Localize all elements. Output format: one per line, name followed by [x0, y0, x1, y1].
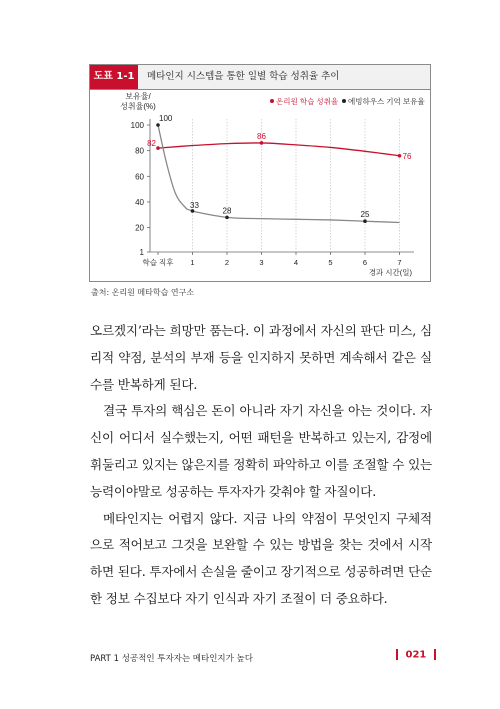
series-2-data-label: 100 — [159, 114, 173, 123]
series-1-data-label: 82 — [147, 139, 156, 149]
page-bar-left — [396, 649, 398, 660]
line-chart — [90, 89, 430, 281]
series-2-data-label: 25 — [360, 210, 370, 220]
series-2-data-label: 33 — [190, 200, 199, 210]
x-tick-label: 2 — [224, 258, 230, 267]
figure-box — [89, 64, 431, 282]
y-tick-label: 100 — [130, 121, 144, 130]
figure-title: 메타인지 시스템을 통한 일별 학습 성취율 추이 — [147, 71, 340, 82]
x-axis-label: 경과 시간(일) — [368, 268, 412, 277]
page-bar-right — [434, 649, 436, 660]
paragraph-3: 메타인지는 어렵지 않다. 지금 나의 약점이 무엇인지 구체적으로 적어보고 그것을 보완할 수 있는 방법을 찾는 것에서 시작하면 된다. 투자에서 손실을 줄이고 장기적으로 성공하려면 단순한 정보 수집보다 자기 인식과 자기 조절이 더 중요하다. — [90, 510, 432, 606]
series-1-data-label: 76 — [402, 151, 412, 161]
y-axis-label-line-2: 성취율(%) — [120, 102, 156, 111]
page-number-block — [388, 649, 444, 661]
figure-source: 출처: 온리원 메타학습 연구소 — [91, 288, 195, 297]
y-tick-label: 1 — [139, 248, 144, 257]
series-2-data-label: 28 — [222, 206, 232, 216]
series-2-point — [363, 219, 367, 223]
paragraph-2: 결국 투자의 핵심은 돈이 아니라 자기 자신을 아는 것이다. 자신이 어디서 실수했는지, 어떤 패턴을 반복하고 있는지, 감정에 휘둘리고 있지는 않은지를 정확히 파악하고 이를 조절할 수 있는 능력이야말로 성공하는 투자자가 갖춰야 할 자질이다. — [90, 403, 432, 499]
x-tick-label: 5 — [328, 258, 333, 267]
body-text — [90, 318, 432, 613]
legend-marker-2 — [342, 99, 346, 103]
page-number: 021 — [405, 649, 427, 661]
paragraph-1: 오르겠지’라는 희망만 품는다. 이 과정에서 자신의 판단 미스, 심리적 약점, 분석의 부재 등을 인지하지 못하면 계속해서 같은 실수를 반복하게 된다. — [90, 323, 432, 392]
series-2-point — [225, 216, 229, 220]
series-2-point — [156, 123, 160, 127]
x-tick-label: 학습 직후 — [142, 258, 174, 267]
footer-chapter: PART 1 성공적인 투자자는 메타인지가 높다 — [90, 654, 253, 664]
x-tick-label: 1 — [190, 258, 195, 267]
series-line-1 — [158, 143, 400, 156]
y-tick-label: 20 — [135, 223, 144, 233]
series-1-data-label: 86 — [257, 131, 266, 141]
series-1-point — [398, 154, 402, 158]
x-tick-label: 4 — [293, 258, 299, 267]
y-axis-label-line-1: 보유율/ — [125, 92, 151, 101]
y-tick-label: 40 — [135, 197, 144, 207]
legend-label-1: 온리원 학습 성취율 — [276, 97, 339, 106]
legend-label-2: 에빙하우스 기억 보유율 — [348, 97, 425, 106]
y-tick-label: 60 — [135, 172, 144, 182]
figure-label: 도표 1-1 — [90, 65, 138, 89]
figure-header — [90, 65, 430, 90]
series-1-point — [260, 141, 264, 145]
series-1-point — [156, 146, 160, 150]
legend-marker-1 — [270, 99, 274, 103]
y-tick-label: 80 — [135, 146, 144, 156]
x-tick-label: 7 — [397, 258, 402, 267]
x-tick-label: 3 — [259, 258, 264, 267]
x-tick-label: 6 — [362, 258, 368, 267]
